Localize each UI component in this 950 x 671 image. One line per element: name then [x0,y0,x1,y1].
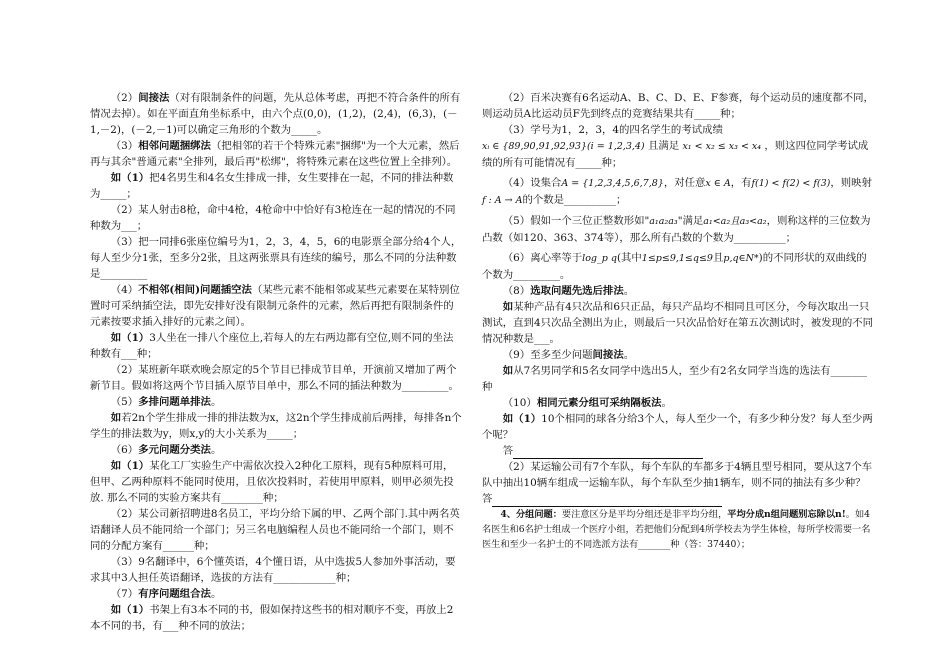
hyperbola-text-c: 且 [712,252,724,264]
convex-number-question [482,213,874,246]
left-column [90,90,462,634]
pq-naturals-formula: p,q∈N* [723,253,759,264]
classification-example-2: （2）某公司新招聘进8名员工，平均分给下属的甲、乙两个部门.其中两名英语翻译人员不能同给一个部门；另三名电脑编程人员也不能同给一个部门，则不同的分配方案有______种； [90,508,460,552]
ordered-heading: （7）有序问题组合法。 [110,588,222,600]
mapping-question [482,175,874,209]
balls-question: 如（1）10个相同的球各分给3个人，每人至少一个，有多少种分发？每人至少两个呢？ [482,413,873,441]
grouping-text-b: 要注意区分是平均分组还是非平均分组， [561,509,728,520]
classification-example-1: 如（1）某化工厂实验生产中需依次投入2种化工原料，现有5种原料可用，但甲、乙两种原料不能同时使用，且依次投料时，若使用甲原料，则甲必须先投放. 那么不同的实验方案共有________种； [90,460,454,504]
grouping-bold-note: 平均分成n组问题别忘除以n! [727,509,846,520]
multi-row-example: 如若2n个学生排成一排的排法数为x，这2n个学生排成前后两排，每排各n个学生的排法数为y，则x,y的大小关系为_____； [90,412,462,440]
mapping-text-d: ，则映射 [830,177,872,189]
answer-blank[interactable] [513,447,703,459]
answer-label: 答 [502,445,514,457]
gap-example-2: （2）某班新年联欢晚会原定的5个节目已排成节目单，开演前又增加了两个新节目。假如将这两个节目插入原节目单中，那么不同的插法种数为_________。 [90,364,459,392]
classification-heading: （6）多元问题分类法。 [110,444,222,456]
digits-formula: a₁a₂a₃ [649,216,678,227]
convex-text-b: "满足 [677,215,704,227]
bundling-method-paragraph: （3）相邻问题捆绑法（把相邻的若干个特殊元素"捆绑"为一个大元素，然后再与其余"普通元素"全排列，最后再"松绑"，将特殊元素在这些位置上全排列）。 [90,140,460,168]
mapping-text-c: ，有 [730,177,752,189]
right-column [482,90,874,552]
mapping-text-a: （4）设集合 [502,177,562,189]
selection-question: 如从7名男同学和5名女同学中选出5人，至少有2名女同学当选的选法有_______种 [482,365,867,393]
scores-inequality-formula: x₁ < x₂ ≤ x₃ < x₄ [682,141,762,152]
hyperbola-text-a: （6）离心率等于 [502,252,583,264]
convex-text-a: （5）假如一个三位正整数形如" [502,215,650,227]
bundling-example-3: （3）把一同排6张座位编号为1，2，3，4，5，6的电影票全部分给4个人，每人至少分1张，至多分2张，且这两张票具有连续的编号，那么不同的分法种数是_________ [90,236,462,280]
race-question: （2）百米决赛有6名运动A、B、C、D、E、F参赛，每个运动员的速度都不同，则运动员A比运动员F先到终点的竞赛结果共有_____种； [482,92,874,120]
f-inequality-formula: f(1) < f(2) < f(3) [751,178,831,189]
scores-question-end: ，则这四位同学考试成绩的所有可能情况有_____种； [482,140,869,169]
answer-blank[interactable] [492,495,722,507]
hyperbola-text-d: )的不同形状的双曲线的个数为_________。 [482,252,867,281]
scores-connector: 且满足 [647,140,680,152]
log-formula: log_p q [582,253,617,264]
partition-heading: （10）相同元素分组可采纳隔板法。 [502,397,672,409]
vehicle-answer-line [482,491,874,507]
hyperbola-question [482,250,874,283]
balls-answer-line [482,443,874,459]
ordered-example-1: 如（1）书架上有3本不同的书，假如保持这些书的相对顺序不变，再放上2本不同的书，有___种不同的放法； [90,604,454,632]
classification-example-3: （3）9名翻译中，6个懂英语，4个懂日语，从中选拔5人参加外事活动，要求其中3人担任英语翻译，选拔的方法有____________种； [90,556,456,584]
convex-text-c: ，则称这样的三位数为凸数（如120、363、374等），那么所有凸数的个数为__________； [482,215,871,244]
gap-insertion-method-paragraph: （4）不相邻(相间)问题插空法（某些元素不能相邻或某些元素要在某特别位置时可采纳插空法，即先安排好没有限制元条件的元素，然后再把有限制条件的元素按要求插入排好的元素之间）。 [90,284,460,328]
answer-label: 答 [482,493,493,505]
indirect-method-paragraph: （2）间接法（对有限制条件的问题，先从总体考虑，再把不符合条件的所有情况去掉）。如在平面直角坐标系中，由六个点(0,0)，(1,2)，(2,4)，(6,3)，(－1,－2)，(－2,－1)可以确定三角形的个数为_____。 [90,92,461,136]
set-a-formula: A = {1,2,3,4,5,6,7,8} [561,178,664,189]
convex-condition-formula: a₁<a₂且a₃<a₂ [703,216,767,227]
mapping-text-e: 的个数是__________； [522,194,627,206]
scores-set-formula: xᵢ ∈ {89,90,91,92,93}(i = 1,2,3,4) [482,141,645,152]
scores-question-body [482,138,874,171]
grouping-heading: 4、分组问题： [500,509,562,520]
at-most-least-heading: （9）至多至少问题间接法。 [502,349,635,361]
select-then-arrange-heading: （8）选取问题先选后排法。 [502,285,635,297]
bundling-example-2: （2）某人射击8枪，命中4枪，4枪命中中恰好有3枪连在一起的情况的不同种数为___； [90,204,456,232]
vehicle-question: （2）某运输公司有7个车队，每个车队的车都多于4辆且型号相同，要从这7个车队中抽出10辆车组成一运输车队，每个车队至少抽1辆车，则不同的抽法有多少种？ [482,461,873,489]
mapping-text-b: ，对任意 [663,177,706,189]
x-in-a-formula: x ∈ A [705,178,731,189]
grouping-text-d: 。如4名医生和6名护士组成一个医疗小组，若把他们分配到4所学校去为学生体检，每所学校需要一名医生和至少一名护士的不同选派方法有_______种（答：37440）； [482,509,871,550]
hyperbola-text-b: (其中 [616,252,642,264]
multi-row-heading: （5）多排问题单排法。 [110,396,222,408]
grouping-paragraph [482,507,874,552]
pq-range-formula: 1≤p≤9,1≤q≤9 [641,253,713,264]
gap-example-1: 如（1）3人坐在一排八个座位上,若每人的左右两边都有空位,则不同的坐法种数有___种； [90,332,454,360]
mapping-formula: f : A → A [482,195,523,206]
defective-product-question: 如某种产品有4只次品和6只正品，每只产品均不相同且可区分，今每次取出一只测试，直到4只次品全测出为止，则最后一只次品恰好在第五次测试时，被发现的不同情况种数是___。 [482,301,874,345]
scores-question-intro: （3）学号为1，2，3，4的四名学生的考试成绩 [502,124,723,136]
bundling-example-1: 如（1）把4名男生和4名女生排成一排，女生要排在一起，不同的排法种数为_____； [90,172,454,200]
